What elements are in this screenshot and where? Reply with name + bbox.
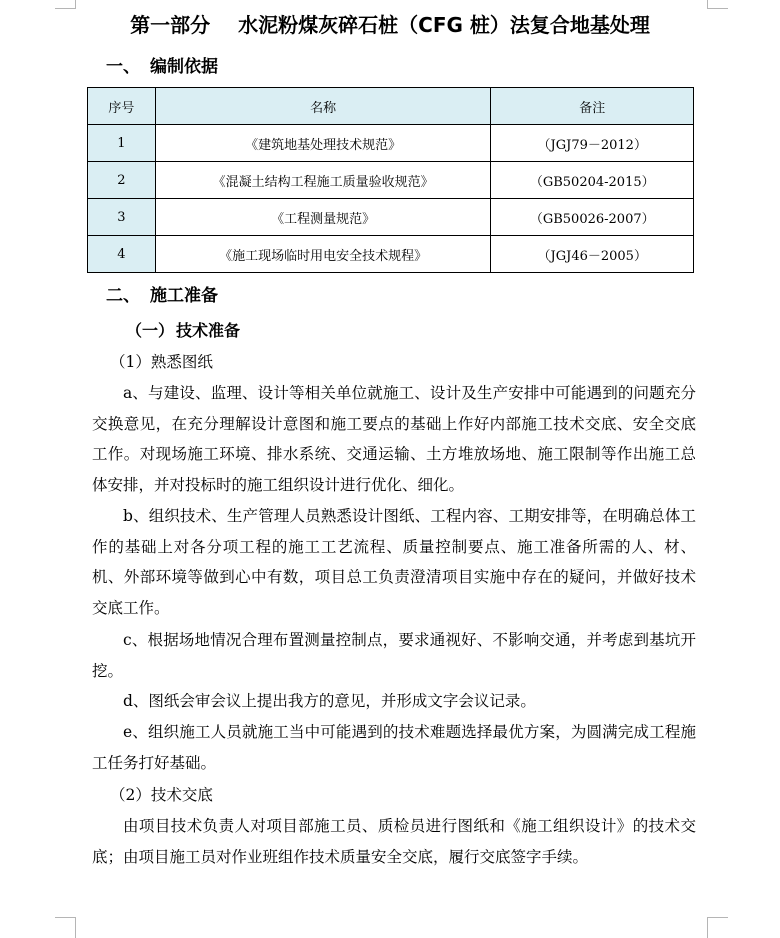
page-corner-mark-top-left bbox=[55, 0, 76, 9]
paragraph-disclosure: 由项目技术负责人对项目部施工员、质检员进行图纸和《施工组织设计》的技术交底；由项目施工员对作业班组作技术质量安全交底，履行交底签字手续。 bbox=[92, 817, 696, 866]
title-text: 水泥粉煤灰碎石桩（CFG 桩）法复合地基处理 bbox=[238, 13, 650, 37]
table-header-note: 备注 bbox=[491, 88, 694, 125]
item-heading-disclosure: （2）技术交底 bbox=[110, 786, 213, 804]
table-cell-note: （GB50204-2015） bbox=[491, 162, 694, 199]
title-part: 第一部分 bbox=[130, 13, 211, 37]
table-header-name: 名称 bbox=[155, 88, 491, 125]
page-corner-mark-top-right bbox=[707, 0, 728, 9]
table-cell-note: （JGJ46－2005） bbox=[491, 236, 694, 273]
page-corner-mark-bottom-right bbox=[707, 917, 728, 938]
section-number: 一、 bbox=[106, 57, 140, 77]
paragraph-b: b、组织技术、生产管理人员熟悉设计图纸、工程内容、工期安排等，在明确总体工作的基础上对各分项工程的施工工艺流程、质量控制要点、施工准备所需的人、材、机、外部环境等做到心中有数，项目总工负责澄清项目实施中存在的疑问，并做好技术交底工作。 bbox=[92, 507, 696, 617]
basis-table bbox=[87, 87, 694, 273]
table-cell-name: 《施工现场临时用电安全技术规程》 bbox=[155, 236, 491, 273]
page-corner-mark-bottom-left bbox=[55, 917, 76, 938]
section-label: 施工准备 bbox=[150, 286, 218, 306]
table-header-row bbox=[88, 88, 694, 125]
table-row bbox=[88, 162, 694, 199]
table-cell-no: 4 bbox=[88, 236, 156, 273]
paragraph-c: c、根据场地情况合理布置测量控制点，要求通视好、不影响交通，并考虑到基坑开挖。 bbox=[92, 631, 696, 680]
table-header-no: 序号 bbox=[88, 88, 156, 125]
table-cell-no: 1 bbox=[88, 125, 156, 162]
table-row bbox=[88, 199, 694, 236]
table-cell-note: （JGJ79－2012） bbox=[491, 125, 694, 162]
section-heading-preparation bbox=[106, 284, 218, 308]
table-cell-no: 3 bbox=[88, 199, 156, 236]
section-heading-basis bbox=[106, 55, 218, 79]
table-cell-no: 2 bbox=[88, 162, 156, 199]
table-cell-name: 《混凝土结构工程施工质量验收规范》 bbox=[155, 162, 491, 199]
table-cell-name: 《工程测量规范》 bbox=[155, 199, 491, 236]
paragraph-d: d、图纸会审会议上提出我方的意见，并形成文字会议记录。 bbox=[123, 692, 536, 710]
table-row bbox=[88, 236, 694, 273]
document-title bbox=[0, 11, 780, 39]
table-row bbox=[88, 125, 694, 162]
subsection-label: 技术准备 bbox=[176, 321, 241, 340]
paragraph-a: a、与建设、监理、设计等相关单位就施工、设计及生产安排中可能遇到的问题充分交换意见，在充分理解设计意图和施工要点的基础上作好内部施工技术交底、安全交底工作。对现场施工环境、排水系统、交通运输、土方堆放场地、施工限制等作出施工总体安排，并对投标时的施工组织设计进行优化、细化。 bbox=[92, 384, 696, 494]
item-heading-drawings: （1）熟悉图纸 bbox=[110, 353, 213, 371]
table-cell-name: 《建筑地基处理技术规范》 bbox=[155, 125, 491, 162]
paragraph-e: e、组织施工人员就施工当中可能遇到的技术难题选择最优方案，为圆满完成工程施工任务打好基础。 bbox=[92, 723, 696, 772]
subsection-heading-technical bbox=[126, 320, 240, 342]
section-label: 编制依据 bbox=[150, 57, 218, 77]
table-cell-note: （GB50026-2007） bbox=[491, 199, 694, 236]
subsection-number: （一） bbox=[126, 321, 175, 340]
section-number: 二、 bbox=[106, 286, 140, 306]
